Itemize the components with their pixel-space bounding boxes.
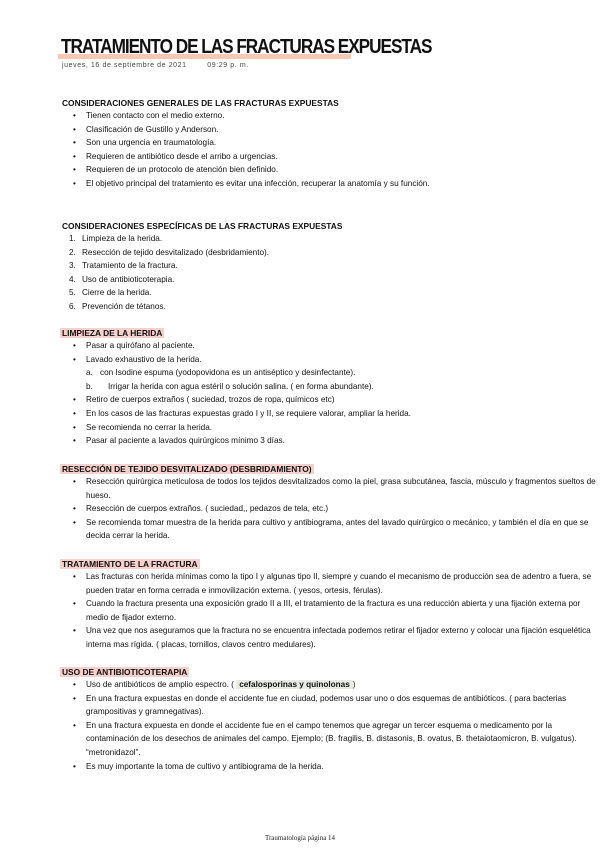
item-number: 3. — [69, 261, 76, 271]
section-generales — [62, 98, 600, 191]
list-item — [62, 259, 600, 273]
bullet-list — [62, 475, 600, 543]
sub-text: Irrigar la herida con agua estéril o solución salina. ( en forma abundante). — [108, 381, 374, 391]
item-text: ) — [352, 680, 356, 689]
list-item: • Pasar al paciente a lavados quirúrgicos mínimo 3 días. — [62, 434, 600, 448]
list-item: • Se recomienda tomar muestra de la herida para cultivo y antibiograma, antes del lavado quirúrgico o mecánico, y también el día en que se decida cerrar la herida. — [62, 516, 600, 543]
list-item: • Pasar a quirófano al paciente. — [62, 339, 600, 353]
section-especificas — [62, 221, 600, 314]
list-item — [62, 678, 600, 692]
item-number: 2. — [69, 247, 76, 257]
list-item: • Cuando la fractura presenta una exposición grado II a III, el tratamiento de la fractura es una reducción abierta y una fijación externa por medio de fijador externo. — [62, 597, 600, 624]
page-time: 09:29 p. m. — [207, 62, 249, 69]
page-title: TRATAMIENTO DE LAS FRACTURAS EXPUESTAS — [61, 36, 432, 58]
list-item: • Se recomienda no cerrar la herida. — [62, 421, 600, 435]
list-item — [62, 273, 600, 287]
bullet-list — [62, 570, 600, 652]
page-date: jueves, 16 de septiembre de 2021 — [62, 62, 187, 69]
heading-highlight: TRATAMIENTO DE LA FRACTURA — [62, 559, 198, 569]
list-item: • En los casos de las fracturas expuestas grado I y II, se requiere valorar, ampliar la herida. — [62, 407, 600, 421]
sub-label: b. — [86, 381, 93, 391]
item-number: 5. — [69, 288, 76, 298]
item-text: Cierre de la herida. — [82, 288, 152, 298]
list-item — [62, 300, 600, 314]
sub-item — [62, 366, 600, 380]
section-heading: CONSIDERACIONES ESPECÍFICAS DE LAS FRACTURAS EXPUESTAS — [62, 221, 343, 231]
item-text: Tratamiento de la fractura. — [82, 261, 178, 271]
list-item: • Las fracturas con herida mínimas como la tipo I y algunas tipo II, siempre y cuando el mecanismo de producción sea de adentro a fuera, se pueden tratar en forma cerrada e inmovilización externa. ( yesos, ortesis, férulas). — [62, 570, 600, 597]
page-footer: Traumatología página 14 — [264, 834, 336, 842]
list-item: • Requieren de antibiótico desde el arribo a urgencias. — [62, 150, 600, 164]
item-number: 1. — [69, 234, 76, 243]
bullet-list — [62, 678, 600, 773]
list-item — [62, 232, 600, 246]
item-text: Prevención de tétanos. — [82, 301, 166, 311]
bullet-list — [62, 109, 600, 191]
list-item: • Es muy importante la toma de cultivo y antibiograma de la herida. — [62, 760, 600, 774]
item-number: 4. — [69, 274, 76, 284]
list-item: • Resección de cuerpos extraños. ( suciedad,, pedazos de tela, etc.) — [62, 502, 600, 516]
list-item: • Lavado exhaustivo de la herida. — [62, 353, 600, 367]
list-item: • Retiro de cuerpos extraños ( suciedad, trozos de ropa, químicos etc) — [62, 393, 600, 407]
list-item — [62, 246, 600, 260]
list-item: • El objetivo principal del tratamiento es evitar una infección, recuperar la anatomía y su función. — [62, 177, 600, 191]
page-meta — [62, 62, 249, 69]
item-number: 6. — [69, 301, 76, 311]
sub-item — [62, 380, 600, 394]
numbered-list — [62, 232, 600, 314]
section-heading — [62, 464, 600, 475]
section-heading — [62, 328, 600, 339]
list-item: • En una fractura expuesta en donde el accidente fue en el campo tenemos que agregar un tercer esquema o medicamento por la contaminación de los desechos de animales del campo. Ejemplo; (B. fragilis, B. distasonis, B. ovatus, B. thetaiotaomicron, B. vulgatus). “metronidazol”. — [62, 719, 600, 760]
list-item: • Una vez que nos aseguramos que la fractura no se encuentra infectada podemos retirar el fijador externo y colocar una fijación esquelética interna mas rígida. ( placas, tornillos, clavos centro medulares). — [62, 624, 600, 651]
section-heading — [62, 559, 600, 570]
section-reseccion — [62, 464, 600, 543]
section-heading — [62, 667, 600, 678]
item-text: Uso de antibióticos de amplio espectro. ( — [86, 680, 234, 689]
list-item — [62, 286, 600, 300]
sub-list — [62, 366, 600, 393]
item-text: Resección de tejido desvitalizado (desbridamiento). — [82, 247, 270, 257]
sub-text: con Isodine espuma (yodopovidona es un antiséptico y desinfectante). — [100, 368, 356, 378]
list-item: • Requieren de un protocolo de atención bien definido. — [62, 163, 600, 177]
heading-highlight: USO DE ANTIBIOTICOTERAPIA — [62, 667, 188, 677]
section-tratamiento — [62, 559, 600, 652]
bullet-list — [62, 393, 600, 447]
item-text: Limpieza de la herida. — [82, 234, 163, 243]
list-item: • Clasificación de Gustillo y Anderson. — [62, 123, 600, 137]
heading-highlight: RESECCIÓN DE TEJIDO DESVITALIZADO (DESBRIDAMIENTO) — [62, 464, 312, 474]
sub-label: a. — [86, 368, 93, 378]
highlighted-drugs: cefalosporinas y quinolonas — [236, 680, 353, 689]
section-heading: CONSIDERACIONES GENERALES DE LAS FRACTURAS EXPUESTAS — [62, 98, 339, 108]
list-item: • Resección quirúrgica meticulosa de todos los tejidos desvitalizados como la piel, grasa subcutánea, fascia, músculo y fragmentos sueltos de hueso. — [62, 475, 600, 502]
section-limpieza — [62, 328, 600, 448]
list-item: • Son una urgencia en traumatología. — [62, 136, 600, 150]
section-antibioticoterapia — [62, 667, 600, 773]
bullet-list — [62, 339, 600, 366]
item-text: Uso de antibioticoterapia. — [82, 274, 175, 284]
heading-highlight: LIMPIEZA DE LA HERIDA — [62, 328, 163, 338]
list-item: • Tienen contacto con el medio externo. — [62, 109, 600, 123]
list-item: • En una fractura expuestas en donde el accidente fue en ciudad, podemos usar uno o dos esquemas de antibióticos. ( para bacterias grampositivas y gramnegativas). — [62, 692, 600, 719]
